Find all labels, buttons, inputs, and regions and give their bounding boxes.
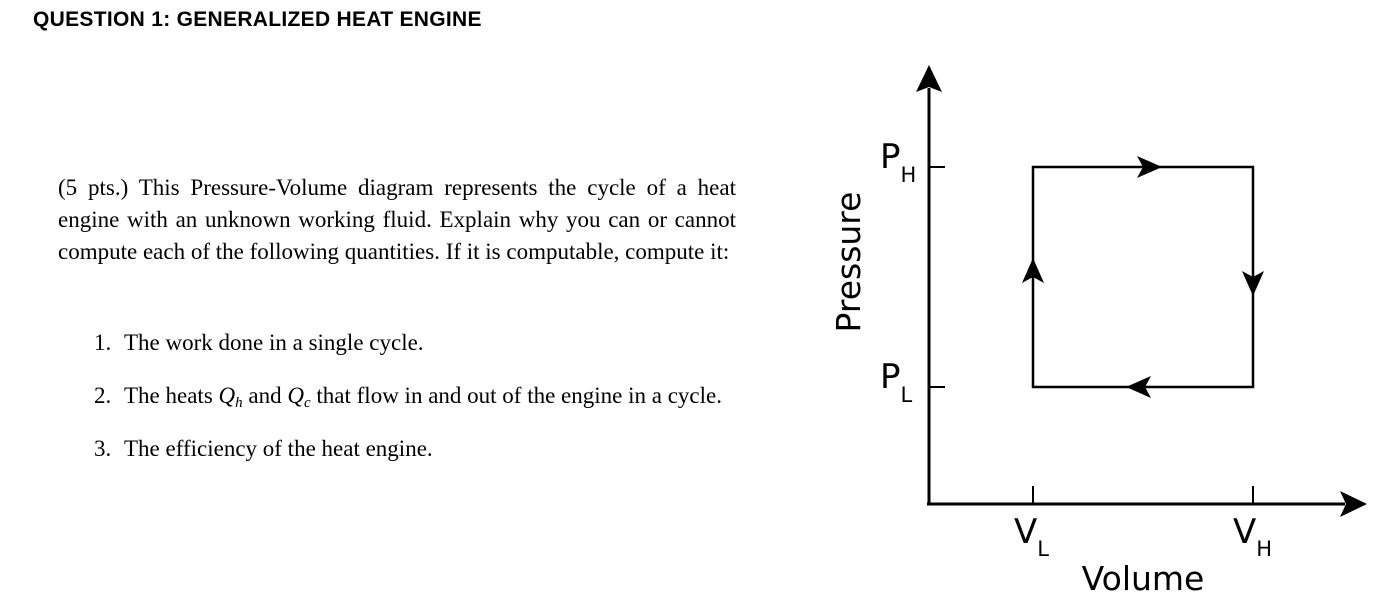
item-text-before: The heats [124,383,219,408]
problem-intro: (5 pts.) This Pressure-Volume diagram represents the cycle of a heat engine with an unknown working fluid. Explain why you can or cannot compute each of the following quantities. If it is computable, compute it: [58,175,736,264]
cycle-path [1033,167,1253,387]
y-axis-title: Pressure [829,191,868,333]
label-pressure-low: $P_L$ [880,357,913,407]
item-text: The efficiency of the heat engine. [124,436,433,461]
item-number: 2. [94,383,112,408]
x-axis-title: Volume [1081,559,1205,598]
item-number: 3. [94,436,112,461]
heat-hot-symbol: $Q_h$ [218,383,243,411]
label-pressure-high: $P_H$ [880,137,917,187]
item-text: The work done in a single cycle. [124,330,424,355]
item-number: 1. [94,330,112,355]
heat-cold-symbol: $Q_c$ [287,383,311,411]
item-text-after: that flow in and out of the engine in a cycle. [310,383,722,408]
question-heading: QUESTION 1: GENERALIZED HEAT ENGINE [33,8,482,31]
item-text-middle: and [242,383,288,408]
label-volume-low: $V_L$ [1014,512,1049,561]
label-volume-high: $V_H$ [1233,512,1273,561]
y-axis-arrowhead [916,65,942,92]
